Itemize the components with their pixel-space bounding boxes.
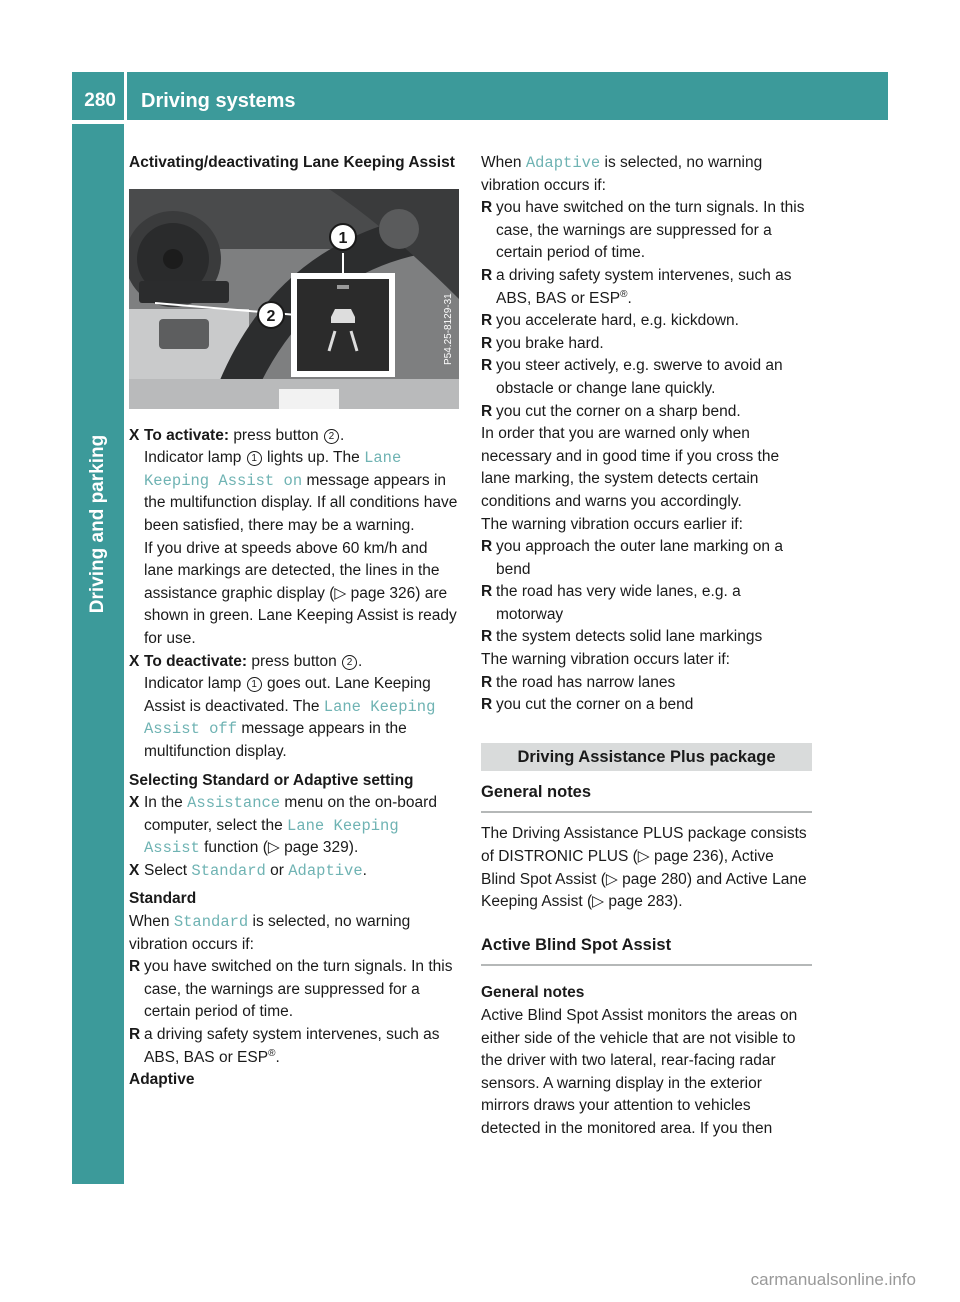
steering-wheel-photo (129, 189, 459, 409)
callout-1-icon: 1 (247, 677, 262, 692)
list-item: R you cut the corner on a bend (481, 696, 694, 714)
watermark: carmanualsonline.info (750, 1270, 916, 1289)
step-deactivate: X To deactivate: press button 2 . Indicator lamp 1 goes out. Lane Keeping Assist is deactivated. The Lane Keeping Assist off message appears in the multifunction display. (129, 652, 436, 760)
page-number-box (72, 72, 124, 120)
list-item: R the road has narrow lanes (481, 673, 676, 691)
callout-2-label: 2 (266, 307, 276, 325)
list-item: R a driving safety system intervenes, such as ABS, BAS or ESP®. (481, 266, 792, 307)
display-message-lka-on: Lane Keeping Assist on (144, 449, 402, 490)
header-bar (127, 72, 888, 120)
side-tab-label: Driving and parking (87, 434, 108, 614)
adaptive-intro: When Adaptive is selected, no warning vibration occurs if: (481, 154, 763, 194)
list-item: R you have switched on the turn signals. In this case, the warnings are suppressed for a certain period of time. (481, 199, 805, 262)
active-blind-spot-heading: Active Blind Spot Assist (481, 934, 812, 967)
das-paragraph: The Driving Assistance PLUS package consists of DISTRONIC PLUS (▷ page 236), Active Blind Spot Assist (▷ page 280) and Active Lane Keeping Assist (▷ page 283). (481, 825, 807, 911)
activate-detail: If you drive at speeds above 60 km/h and lane markings are detected, the lines in the assistance graphic display (▷ page 326) are shown in green. Lane Keeping Assist is ready for use. (144, 539, 457, 647)
side-tab (72, 124, 124, 1184)
callout-1-label: 1 (338, 229, 348, 247)
step-activate: X To activate: press button 2 . Indicator lamp 1 lights up. The Lane Keeping Assist on message appears in the multifunction display. If all conditions have been satisfied, there may be a warning. If you drive at speeds above 60 km/h and lane markings are detected, the lines in the assistance graphic display (▷ page 326) are shown in green. Lane Keeping Assist is ready for use. (129, 425, 459, 651)
list-item: R you cut the corner on a sharp bend. (481, 402, 741, 420)
section-driving-assistance-plus: Driving Assistance Plus package (481, 743, 812, 771)
list-item: R you brake hard. (481, 334, 604, 352)
section-title: Driving systems (141, 90, 296, 112)
step-arrow-icon: X (129, 426, 140, 444)
left-column (129, 152, 459, 1092)
earlier-intro: The warning vibration occurs earlier if: (481, 515, 743, 533)
list-item: R you accelerate hard, e.g. kickdown. (481, 312, 739, 330)
list-item: R the road has very wide lanes, e.g. a motorway (481, 583, 741, 623)
page-number: 280 (84, 90, 116, 111)
later-intro: The warning vibration occurs later if: (481, 651, 730, 669)
step-arrow-icon: X (129, 652, 140, 670)
list-item: R you steer actively, e.g. swerve to avoid an obstacle or change lane quickly. (481, 357, 783, 397)
callout-2-icon: 2 (324, 429, 339, 444)
callout-2-icon: 2 (342, 655, 357, 670)
abs-paragraph: Active Blind Spot Assist monitors the areas on either side of the vehicle that are not visible to the driver with two lateral, rear-facing radar sensors. A warning display in the exterior mirrors draws your attention to vehicles detected in the monitored area. If you then (481, 1007, 798, 1137)
step-arrow-icon: X (129, 794, 140, 812)
list-item: R the system detects solid lane markings (481, 628, 763, 646)
right-column (481, 152, 812, 1141)
lka-heading: Activating/deactivating Lane Keeping Assist (129, 154, 455, 171)
step-arrow-icon: X (129, 861, 140, 879)
adaptive-heading: Adaptive (129, 1071, 195, 1089)
figure-code: P54.25-8129-31 (443, 292, 454, 365)
standard-intro: When Standard is selected, no warning vibration occurs if: (129, 913, 411, 953)
select-heading: Selecting Standard or Adaptive setting (129, 771, 414, 789)
abs-general-notes: General notes (481, 984, 585, 1002)
standard-heading: Standard (129, 890, 197, 908)
step-select-menu: X In the Assistance menu on the on-board computer, select the Lane Keeping Assist function (▷ page 329). (129, 794, 437, 858)
warn-paragraph: In order that you are warned only when necessary and in good time if you cross the lane marking, the system detects certain conditions and warns you accordingly. (481, 425, 780, 510)
list-item: R you approach the outer lane marking on a bend (481, 538, 783, 578)
callout-1-icon: 1 (247, 451, 262, 466)
list-item: R a driving safety system intervenes, such as ABS, BAS or ESP®. (129, 1026, 440, 1066)
list-item: R you have switched on the turn signals. In this case, the warnings are suppressed for a certain period of time. (129, 958, 453, 1021)
display-message-lka-off: Lane Keeping Assist off (144, 697, 436, 739)
step-select-option: X Select Standard or Adaptive. (129, 860, 459, 883)
general-notes-heading: General notes (481, 781, 812, 814)
